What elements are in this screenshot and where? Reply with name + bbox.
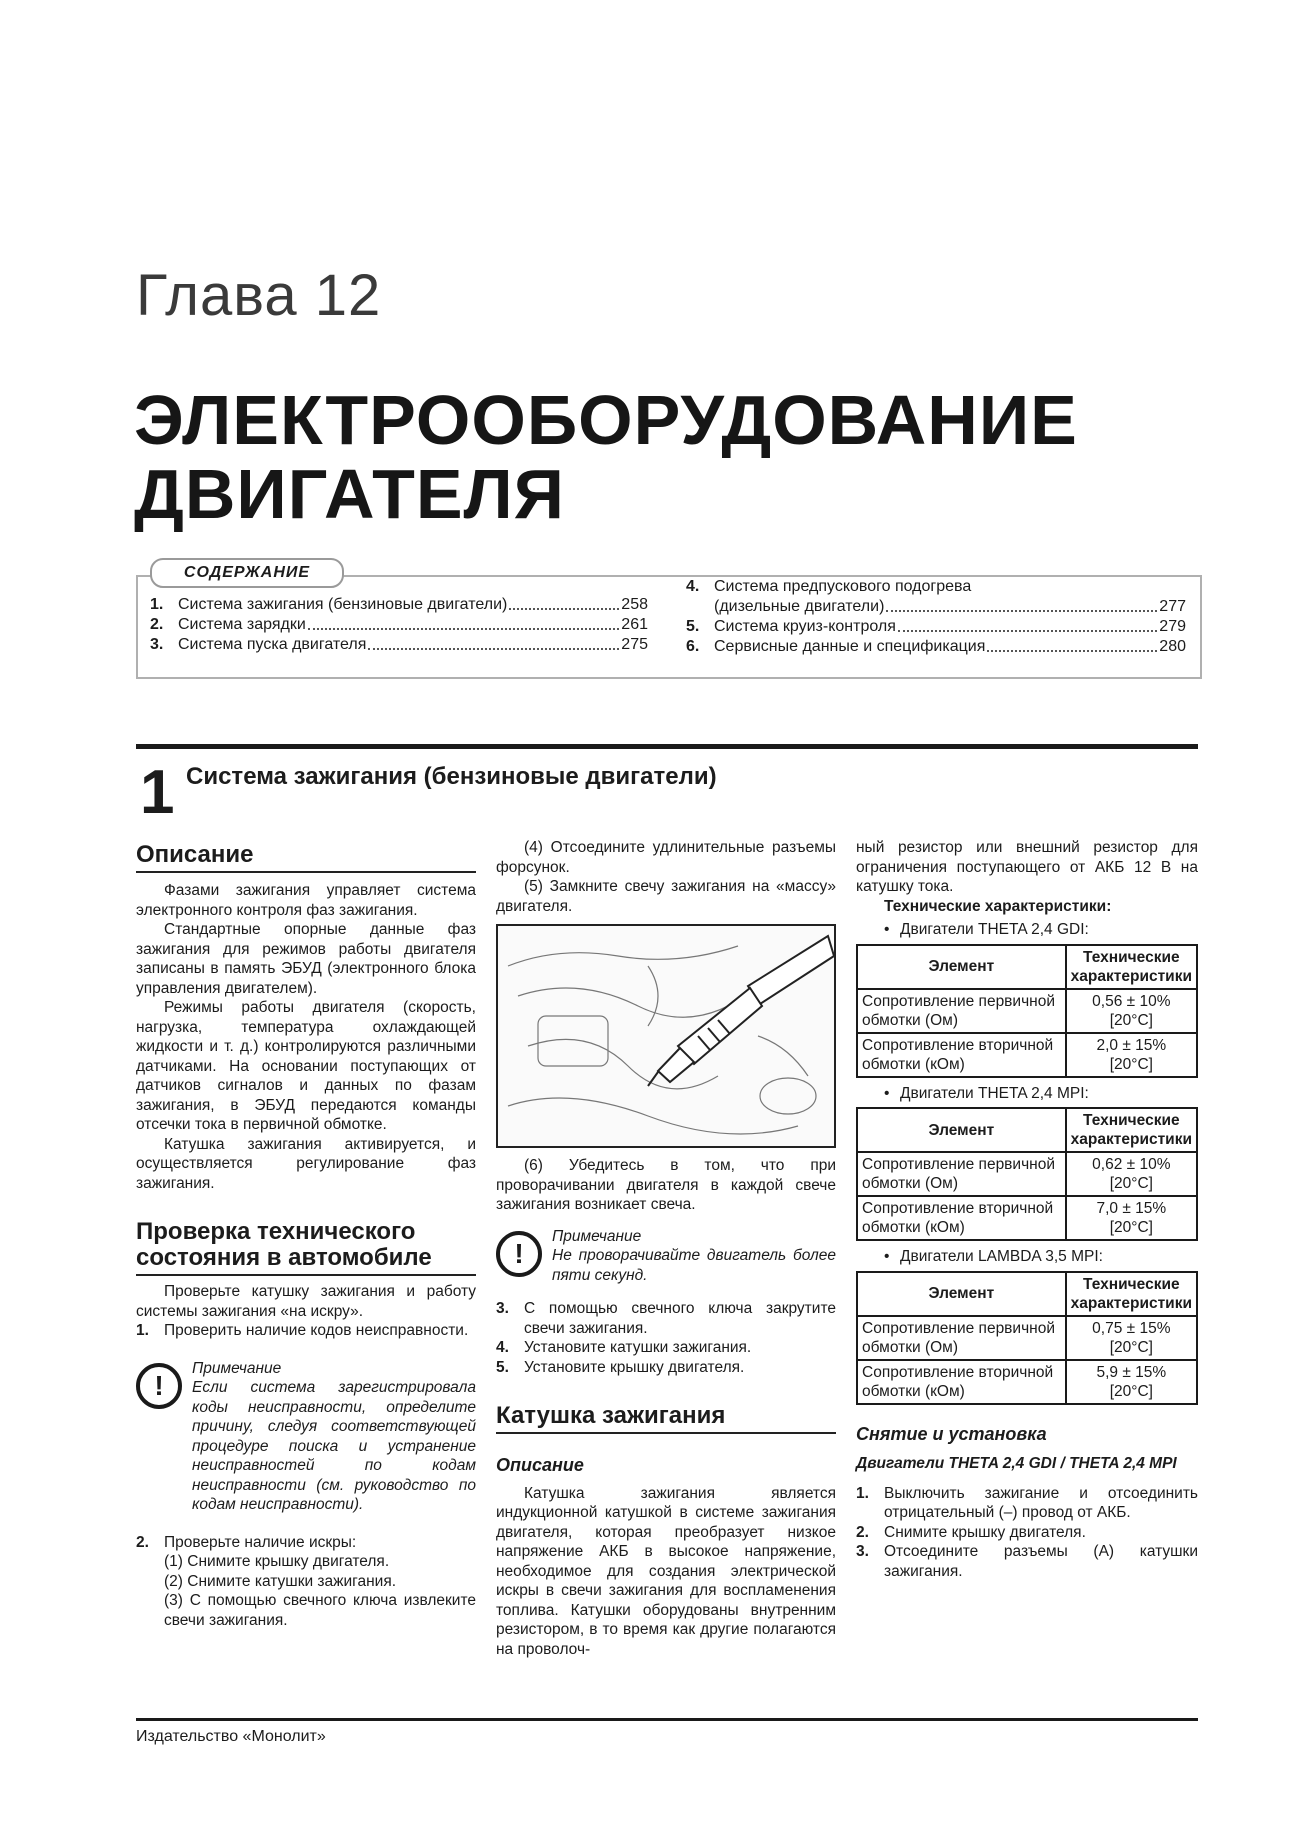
table-row: Сопротивление вторичной обмотки (кОм) 2,0 ± 15% [20°C] [857,1033,1197,1077]
note-block [496,1227,836,1286]
toc-text: Система предпускового подогрева [714,578,972,595]
chapter-title-line1: ЭЛЕКТРООБОРУДОВАНИЕ [134,381,1078,459]
toc-item[interactable] [686,597,1186,617]
toc-page: 279 [1159,618,1186,635]
heading-description: Описание [136,842,476,873]
spec-table [856,1271,1198,1405]
header-element: Элемент [857,945,1066,989]
toc-num: 3. [150,636,164,653]
column-3 [856,838,1198,1581]
note-block [136,1359,476,1515]
engine-label: • Двигатели THETA 2,4 MPI: [884,1084,1089,1102]
footer-publisher: Издательство «Монолит» [136,1728,326,1745]
note-label: Примечание [552,1227,642,1245]
toc-item[interactable] [150,635,648,655]
note-text: Не проворачивайте двигатель более пяти секунд. [552,1247,836,1284]
note-text: Если система зарегистрировала коды неисправности, определите причину, следуя соответствующей процедуре поиска и устранение неисправностей по кодам неисправности (см. руководство по кодам неисправности). [192,1379,476,1513]
substep: (5) Замкните свечу зажигания на «массу» двигателя. [496,878,836,915]
table-row: Сопротивление вторичной обмотки (кОм) 5,9 ± 15% [20°C] [857,1360,1197,1404]
chapter-title [134,383,1078,531]
toc-num: 6. [686,638,700,655]
column-1 [136,842,476,1630]
step-item: 4. Установите катушки зажигания. [496,1339,752,1356]
heading-removal: Снятие и установка [856,1423,1047,1444]
header-spec: Технические характеристики [1066,945,1197,989]
step-item: 3. С помощью свечного ключа закрутите свечи зажигания. [496,1300,836,1337]
substep: (4) Отсоедините удлинительные разъемы форсунок. [496,839,836,876]
section-number: 1 [140,758,175,827]
toc-text: Система зажигания (бензиновые двигатели) [178,596,508,613]
toc-item[interactable] [150,595,648,615]
toc-text: Система зарядки [178,616,306,633]
engine-label: • Двигатели LAMBDA 3,5 MPI: [884,1248,1103,1265]
toc-text: (дизельные двигатели) [714,598,885,615]
toc-num: 5. [686,618,700,635]
toc-heading: СОДЕРЖАНИЕ [150,558,344,588]
toc-item[interactable] [686,577,1186,597]
toc-item[interactable] [686,617,1186,637]
substep: (1) Снимите крышку двигателя. [164,1553,390,1570]
footer-rule [136,1718,1198,1721]
heading-engines: Двигатели THETA 2,4 GDI / THETA 2,4 MPI [856,1455,1177,1472]
substep: (3) С помощью свечного ключа извлеките свечи зажигания. [164,1592,476,1629]
substep: (6) Убедитесь в том, что при проворачивании двигателя в каждой свече зажигания возникает свеча. [496,1157,836,1213]
header-element: Элемент [857,1108,1066,1152]
paragraph: Катушка зажигания является индукционной катушкой в системе зажигания двигателя, которая преобразует низкое напряжение АКБ в высокое напряжение, необходимое для создания электрической искры в свечи зажигания для воспламенения топлива. Катушки оборудованы внутренним резистором, в то время как другие полагаются на проволоч- [496,1484,836,1658]
toc-text: Сервисные данные и спецификация [714,638,986,655]
table-row: Сопротивление первичной обмотки (Ом) 0,62 ± 10% [20°C] [857,1152,1197,1196]
spec-table [856,944,1198,1078]
paragraph: ный резистор или внешний резистор для ограничения поступающего от АКБ 12 В на катушку тока. [856,839,1198,895]
chapter-title-line2: ДВИГАТЕЛЯ [134,455,565,533]
step-item: 5. Установите крышку двигателя. [496,1358,745,1376]
toc-page: 280 [1159,638,1186,655]
step-item: 3. Отсоедините разъемы (А) катушки зажигания. [856,1543,1198,1580]
toc-page: 258 [621,596,648,613]
toc-num [686,597,714,617]
step-item: 1. Проверить наличие кодов неисправности. [136,1322,469,1339]
section-title: Система зажигания (бензиновые двигатели) [186,763,717,790]
toc-right-column [686,577,1186,657]
toc-text: Система пуска двигателя [178,636,367,653]
note-label: Примечание [192,1359,282,1377]
warning-icon: ! [136,1363,182,1409]
table-of-contents [136,575,1202,679]
table-row: Сопротивление вторичной обмотки (кОм) 7,0 ± 15% [20°C] [857,1196,1197,1240]
section-rule [136,744,1198,749]
toc-text: Система круиз-контроля [714,618,896,635]
heading-description: Описание [496,1455,584,1475]
step-item: 2. Проверьте наличие искры: [136,1533,357,1551]
toc-page: 261 [621,616,648,633]
engine-label: • Двигатели THETA 2,4 GDI: [884,921,1089,938]
column-2 [496,838,836,1659]
paragraph: Фазами зажигания управляет система электронного контроля фаз зажигания. [136,882,476,919]
chapter-label: Глава 12 [136,263,382,328]
header-element: Элемент [857,1272,1066,1316]
toc-num: 2. [150,616,164,633]
toc-page: 275 [621,636,648,653]
paragraph: Стандартные опорные данные фаз зажигания для режимов работы двигателя записаны в память ЭБУД (электронного блока управления двигателем). [136,921,476,997]
step-item: 2. Снимите крышку двигателя. [856,1523,1086,1541]
paragraph: Катушка зажигания активируется, и осуществляется регулирование фаз зажигания. [136,1135,476,1192]
toc-page: 277 [1159,598,1186,615]
spark-plug-illustration [496,924,836,1148]
spec-heading: Технические характеристики: [884,897,1112,915]
toc-item[interactable] [150,615,648,635]
header-spec: Технические характеристики [1066,1108,1197,1152]
step-item: 1. Выключить зажигание и отсоединить отрицательный (–) провод от АКБ. [856,1484,1198,1521]
toc-num: 4. [686,578,700,595]
toc-item[interactable] [686,637,1186,657]
toc-left-column [150,595,648,655]
spec-table [856,1107,1198,1241]
spark-plug-drawing [498,926,834,1146]
table-row: Сопротивление первичной обмотки (Ом) 0,75 ± 15% [20°C] [857,1316,1197,1360]
paragraph: Проверьте катушку зажигания и работу системы зажигания «на искру». [136,1283,476,1320]
toc-num: 1. [150,596,164,613]
warning-icon: ! [496,1231,542,1277]
header-spec: Технические характеристики [1066,1272,1197,1316]
heading-check: Проверка технического состояния в автомобиле [136,1219,476,1276]
table-row: Сопротивление первичной обмотки (Ом) 0,56 ± 10% [20°C] [857,989,1197,1033]
paragraph: Режимы работы двигателя (скорость, нагрузка, температура охлаждающей жидкости и т. д.) контролируются различными датчиками. На основании поступающих от датчиков сигналов и данных по фазам зажигания, в ЭБУД передаются команды отсечки тока в первичной обмотке. [136,999,476,1133]
substep: (2) Снимите катушки зажигания. [164,1572,397,1590]
heading-ignition-coil: Катушка зажигания [496,1403,836,1434]
